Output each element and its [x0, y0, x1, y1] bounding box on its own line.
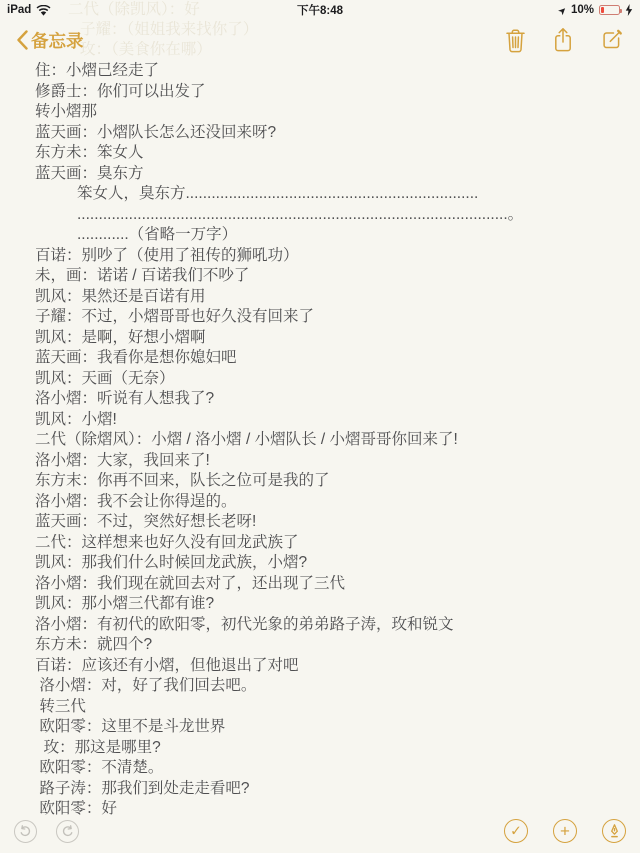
note-line: 玫：那这是哪里? [35, 738, 161, 756]
note-line: 洛小熠：我们现在就回去对了，还出现了三代 [35, 574, 346, 592]
charging-bolt-icon [625, 4, 633, 16]
note-line: 未，画：诺诺 / 百诺我们不吵了 [35, 267, 250, 284]
trash-icon[interactable] [505, 28, 526, 53]
note-line: 蓝天画：我看你是想你媳妇吧 [35, 349, 237, 366]
note-body[interactable] [0, 58, 640, 817]
note-line: 欧阳零：这里不是斗龙世界 [35, 718, 226, 735]
plus-icon: + [560, 821, 570, 840]
redo-button[interactable] [56, 820, 79, 843]
back-label: 备忘录 [31, 30, 84, 51]
note-line: 凯风：那我们什么时候回龙武族，小熠? [35, 554, 308, 571]
note-line: 蓝天画：臭东方 [35, 164, 144, 182]
note-line: 百诺：别吵了（使用了祖传的狮吼功） [35, 246, 299, 264]
checklist-button[interactable] [504, 819, 528, 843]
note-line: 住：小熠己经走了 [35, 62, 160, 79]
note-line: 修爵士：你们可以出发了 [35, 82, 206, 100]
note-line: 路子涛：那我们到处走走看吧? [35, 779, 250, 797]
check-icon: ✓ [510, 822, 522, 839]
note-line: 东方末：你再不回来，队长之位可是我的了 [35, 472, 330, 489]
status-time: 下午8:48 [296, 5, 344, 17]
note-line: 二代（除熠风）：小熠 / 洛小熠 / 小熠队长 / 小熠哥哥你回来了! [35, 431, 458, 448]
note-line: 转三代 [35, 697, 86, 715]
chevron-left-icon [16, 30, 28, 50]
note-line: 洛小熠：对，好了我们回去吧。 [35, 677, 257, 694]
nav-bar [0, 20, 640, 60]
undo-icon [19, 825, 32, 838]
status-bar [0, 0, 640, 20]
note-line: 洛小熠：我不会让你得逞的。 [35, 492, 237, 510]
ghost-line: 子耀：（姐姐我来找你了） [80, 21, 259, 38]
note-line: 蓝天画：小熠队长怎么还没回来呀? [35, 123, 277, 141]
note-line: 转小熠那 [35, 103, 98, 120]
note-line: 凯风：那小熠三代都有谁? [35, 595, 215, 612]
ghost-line: 二代（除凯风）：好 [68, 1, 200, 18]
device-label: iPad [7, 4, 32, 16]
markup-button[interactable] [602, 819, 626, 843]
add-attachment-button[interactable] [553, 819, 577, 843]
note-line: 洛小熠：听说有人想我了? [35, 390, 215, 407]
note-line: 笨女人，臭东方.................................................................... [77, 185, 479, 202]
note-line: 二代：这样想来也好久没有回龙武族了 [35, 533, 299, 551]
note-line: 凯风：是啊，好想小熠啊 [35, 328, 206, 346]
battery-percent: 10% [570, 4, 594, 16]
markup-pen-icon [608, 824, 621, 838]
note-line: 子耀：不过，小熠哥哥也好久没有回来了 [35, 308, 315, 325]
redo-icon [61, 825, 74, 838]
note-line: 洛小熠：有初代的欧阳零，初代光象的弟弟路子涛，玫和锐文 [35, 615, 454, 633]
note-line: 凯风：天画（无奈） [35, 369, 175, 387]
note-line: 欧阳零：不清楚。 [35, 759, 164, 776]
note-line: 东方未：就四个? [35, 636, 153, 653]
note-line: 凯风：果然还是百诺有用 [35, 287, 206, 305]
note-line: 欧阳零：好 [35, 800, 117, 817]
undo-button[interactable] [14, 820, 37, 843]
note-line: ....................................................................................................。 [77, 205, 524, 223]
note-line: 百诺：应该还有小熠，但他退出了对吧 [35, 656, 299, 674]
wifi-icon [36, 5, 51, 16]
note-line: 洛小熠：大家，我回来了! [35, 451, 210, 469]
bottom-toolbar [0, 809, 640, 853]
note-line: 东方未：笨女人 [35, 144, 144, 161]
share-icon[interactable] [553, 27, 573, 53]
note-line: 凯风：小熠! [35, 410, 117, 428]
ghost-line: 玫：（美食你在哪） [80, 41, 212, 58]
note-line: 蓝天画：不过，突然好想长老呀! [35, 513, 257, 530]
location-arrow-icon: ➤ [555, 3, 570, 18]
note-line: ............（省略一万字） [77, 226, 238, 243]
compose-icon[interactable] [600, 28, 624, 52]
battery-icon [599, 5, 620, 15]
back-button[interactable] [16, 28, 84, 53]
